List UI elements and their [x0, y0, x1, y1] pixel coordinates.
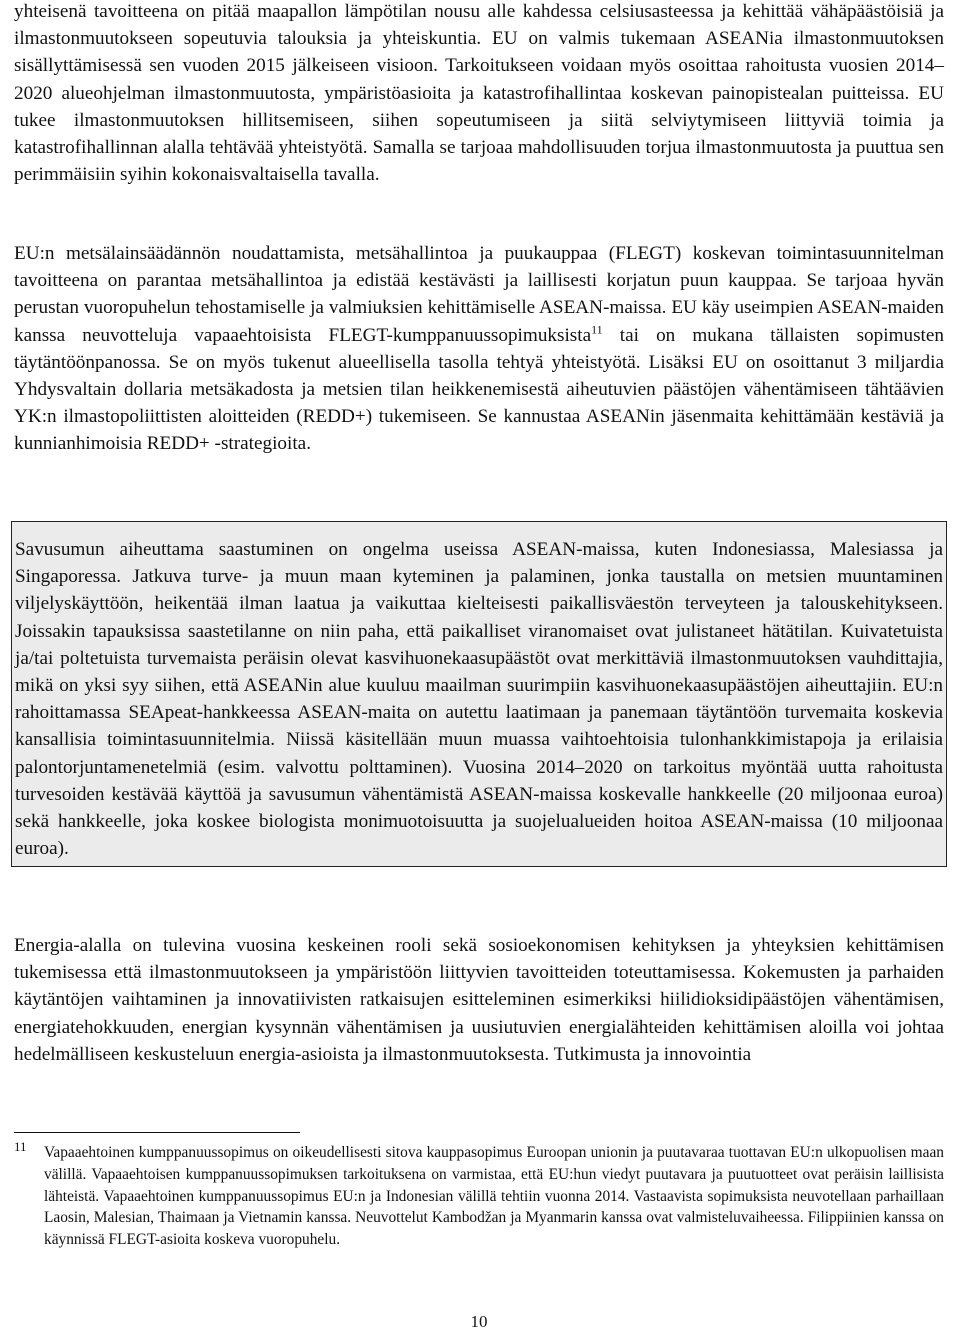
footnote-marker: 11	[14, 1139, 27, 1154]
paragraph-flegt-text-1: EU:n metsälainsäädännön noudattamista, metsähallintoa ja puukauppaa (FLEGT) koskevan toimintasuunnitelman tavoitteena on parantaa metsähallintoa ja edistää kestävästi ja laillisesti korjatun puun kauppaa. Se tarjoaa hyvän perustan vuoropuhelun tehostamiselle ja valmiuksien kehittämiselle ASEAN-maissa. EU käy useimpien ASEAN-maiden kanssa neuvotteluja vapaaehtoisista FLEGT-kumppanuussopimuksista	[14, 243, 944, 346]
page-number: 10	[470, 1312, 488, 1331]
footnote-divider	[14, 1132, 300, 1133]
paragraph-flegt	[14, 240, 944, 458]
box-text: Savusumun aiheuttama saastuminen on ongelma useissa ASEAN-maissa, kuten Indonesiassa, Malesiassa ja Singaporessa. Jatkuva turve- ja muun maan kyteminen ja palaminen, jonka taustalla on metsien muuntaminen viljelyskäyttöön, heikentää ilman laatua ja vaikuttaa kielteisesti paikallisväestön terveyteen ja talouskehitykseen. Joissakin tapauksissa saastetilanne on niin paha, että paikalliset viranomaiset ovat julistaneet hätätilan. Kuivatetuista ja/tai poltetuista turvemaista peräisin olevat kasvihuonekaasupäästöt ovat merkittäviä ilmastonmuutoksen vauhdittajia, mikä on yksi syy siihen, että ASEANin alue kuuluu maailman suurimpiin kasvihuonekaasupäästöjen aiheuttajiin. EU:n rahoittamassa SEApeat-hankkeessa ASEAN-maita on autettu laatimaan ja panemaan täytäntöön turvemaita koskevia kansallisia toimintasuunnitelmia. Niissä käsitellään muun muassa vaihtoehtoisia tulonhankkimistapoja ja erilaisia palontorjuntamenetelmiä (esim. valvottu polttaminen). Vuosina 2014–2020 on tarkoitus myöntää uutta rahoitusta turvesoiden kestävää käyttöä ja savusumun vähentämistä ASEAN-maissa koskevalle hankkeelle (20 miljoonaa euroa) sekä hankkeelle, joka koskee biologista monimuotoisuutta ja suojelualueiden hoitoa ASEAN-maissa (10 miljoonaa euroa).	[15, 539, 943, 860]
footnote-reference[interactable]: 11	[591, 322, 603, 337]
paragraph-flegt-text-2: tai on mukana tällaisten sopimusten täytäntöönpanossa. Se on myös tukenut alueellisella tasolla tehtyä yhteistyötä. Lisäksi EU on osoittanut 3 miljardia Yhdysvaltain dollaria metsäkadosta ja metsien tilan heikkenemisestä aiheutuvien päästöjen vähentämiseen tähtäävien YK:n ilmastopoliittisten aloitteiden (REDD+) tukemiseen. Se kannustaa ASEANin jäsenmaita kehittämään kestäviä ja kunnianhimoisia REDD+ -strategioita.	[14, 324, 944, 455]
paragraph-energy: Energia-alalla on tulevina vuosina keskeinen rooli sekä sosioekonomisen kehityksen ja yhteyksien kehittämisen tukemisessa että ilmastonmuutokseen ja ympäristöön liittyvien tavoitteiden toteuttamisessa. Kokemusten ja parhaiden käytäntöjen vaihtaminen ja innovatiivisten ratkaisujen esitteleminen esimerkiksi hiilidioksidipäästöjen vähentämisen, energiatehokkuuden, energian kysynnän vähentämisen ja uusiutuvien energialähteiden kehittämisen aloilla voi johtaa hedelmälliseen keskusteluun energia-asioista ja ilmastonmuutoksesta. Tutkimusta ja innovointia	[14, 935, 944, 1065]
footnote	[14, 1139, 944, 1251]
footnote-text: Vapaaehtoinen kumppanuussopimus on oikeudellisesti sitova kauppasopimus Euroopan unionin ja puutavaraa tuottavan EU:n ulkopuolisen maan välillä. Vapaaehtoisen kumppanuussopimuksen tarkoituksena on varmistaa, että EU:hun viedyt puutavara ja puutuotteet ovat peräisin laillisista lähteistä. Vapaaehtoinen kumppanuussopimus EU:n ja Indonesian välillä tehtiin vuonna 2014. Vastaavista sopimuksista neuvotellaan parhaillaan Laosin, Malesian, Thaimaan ja Vietnamin kanssa. Neuvottelut Kambodžan ja Myanmarin kanssa ovat valmisteluvaiheessa. Filippiinien kanssa on käynnissä FLEGT-asioita koskeva vuoropuhelu.	[44, 1144, 944, 1249]
paragraph-climate: yhteisenä tavoitteena on pitää maapallon lämpötilan nousu alle kahdessa celsiusasteessa ja kehittää vähäpäästöisiä ja ilmastonmuutokseen sopeutuvia talouksia ja yhteiskuntia. EU on valmis tukemaan ASEANia ilmastonmuutoksen sisällyttämisessä sen vuoden 2015 jälkeiseen visioon. Tarkoitukseen voidaan myös osoittaa rahoitusta vuosien 2014–2020 alueohjelman ilmastonmuutosta, ympäristöasioita ja katastrofihallintaa koskevan painopistealan puitteissa. EU tukee ilmastonmuutoksen hillitsemiseen, siihen sopeutumiseen ja siitä selviytymiseen liittyviä toimia ja katastrofihallinnan alalla tehtävää yhteistyötä. Samalla se tarjoaa mahdollisuuden torjua ilmastonmuutosta ja puuttua sen perimmäisiin syihin kokonaisvaltaisella tavalla.	[14, 1, 944, 186]
haze-info-box	[11, 521, 947, 867]
